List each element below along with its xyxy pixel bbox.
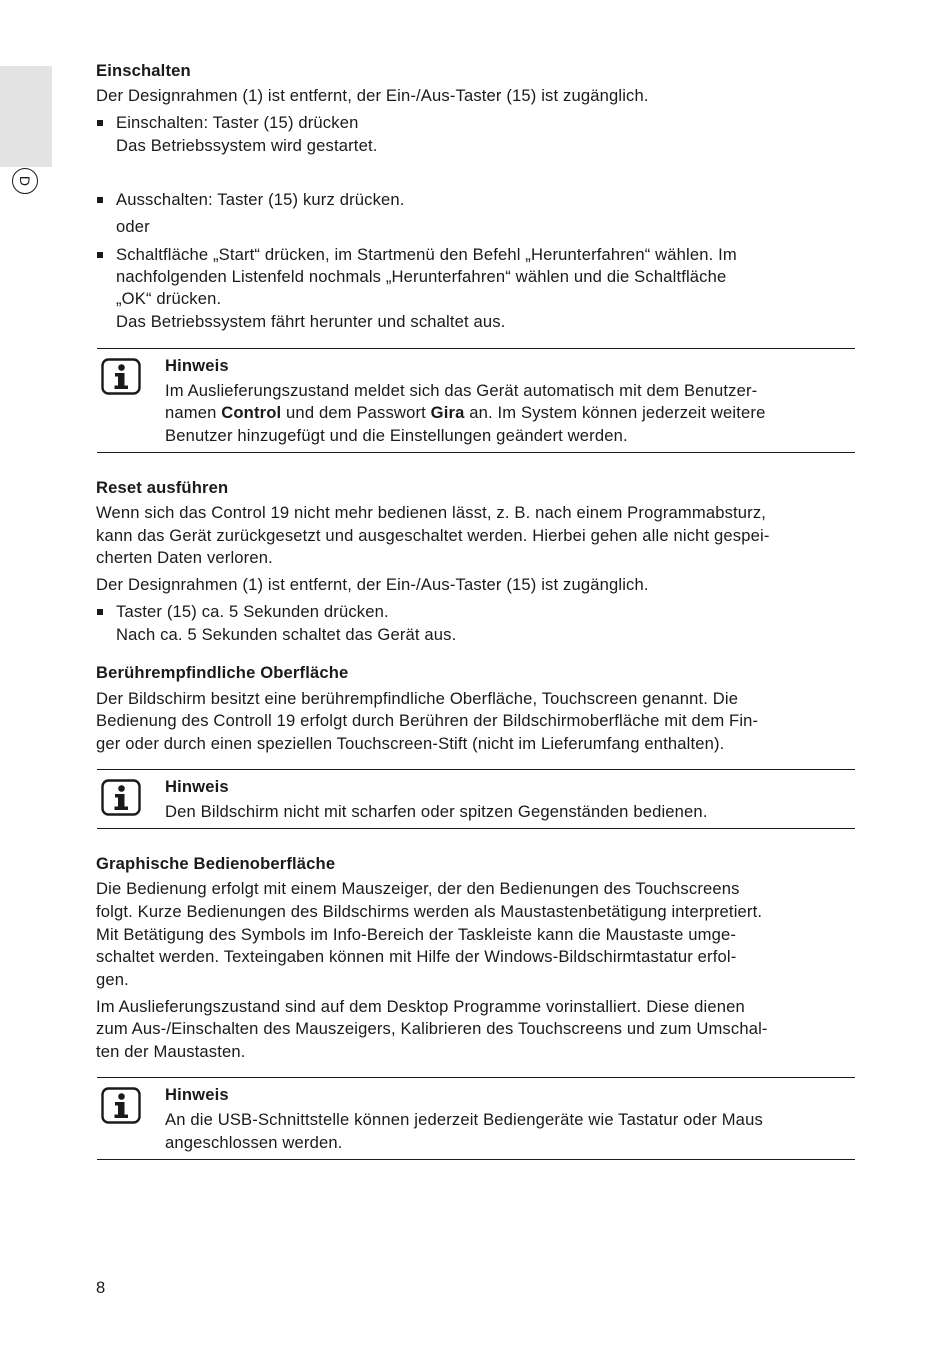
text-oder: oder bbox=[116, 217, 150, 236]
paragraph-einschalten-intro: Der Designrahmen (1) ist entfernt, der Ein-/Aus-Taster (15) ist zugänglich. bbox=[96, 86, 649, 105]
note2-title: Hinweis bbox=[165, 777, 229, 796]
username-control: Control bbox=[221, 403, 282, 422]
paragraph-gui2-line1: Im Auslieferungszustand sind auf dem Desktop Programme vorinstalliert. Diese dienen bbox=[96, 997, 745, 1016]
note3-line1: An die USB-Schnittstelle können jederzeit Bediengeräte wie Tastatur oder Maus bbox=[165, 1110, 763, 1129]
info-icon bbox=[101, 358, 141, 395]
note-rule-bottom bbox=[97, 1159, 855, 1160]
note1-line1: Im Auslieferungszustand meldet sich das Gerät automatisch mit dem Benutzer- bbox=[165, 381, 758, 400]
note-rule-bottom bbox=[97, 452, 855, 453]
paragraph-touch-line2: Bedienung des Controll 19 erfolgt durch Berühren der Bildschirmoberfläche mit dem Fin- bbox=[96, 711, 759, 730]
note1-title: Hinweis bbox=[165, 356, 229, 375]
bullet-marker bbox=[97, 252, 103, 258]
password-gira: Gira bbox=[430, 403, 465, 422]
list-item-ausschalten: Ausschalten: Taster (15) kurz drücken. bbox=[116, 190, 405, 209]
paragraph-reset-line2: kann das Gerät zurückgesetzt und ausgeschaltet werden. Hierbei gehen alle nicht gespei- bbox=[96, 526, 770, 545]
note-rule-top bbox=[97, 769, 855, 770]
heading-gui: Graphische Bedienoberfläche bbox=[96, 854, 336, 873]
paragraph-gui2-line3: ten der Maustasten. bbox=[96, 1042, 246, 1061]
list-item-start-line1: Schaltfläche „Start“ drücken, im Startmenü den Befehl „Herunterfahren“ wählen. Im bbox=[116, 245, 737, 264]
paragraph-gui-line2: folgt. Kurze Bedienungen des Bildschirms werden als Maustastenbetätigung interpretiert. bbox=[96, 902, 763, 921]
paragraph-touch-line1: Der Bildschirm besitzt eine berührempfindliche Oberfläche, Touchscreen genannt. Die bbox=[96, 689, 739, 708]
note3-line2: angeschlossen werden. bbox=[165, 1133, 343, 1152]
heading-reset: Reset ausführen bbox=[96, 478, 229, 497]
note-rule-top bbox=[97, 1077, 855, 1078]
info-icon bbox=[101, 1087, 141, 1124]
paragraph-gui2-line2: zum Aus-/Einschalten des Mauszeigers, Kalibrieren des Touchscreens und zum Umschal- bbox=[96, 1019, 768, 1038]
paragraph-reset-line3: cherten Daten verloren. bbox=[96, 548, 273, 567]
note1-line2 bbox=[165, 402, 765, 425]
list-item-reset-line2: Nach ca. 5 Sekunden schaltet das Gerät aus. bbox=[116, 625, 457, 644]
bullet-marker bbox=[97, 197, 103, 203]
note2-line1: Den Bildschirm nicht mit scharfen oder spitzen Gegenständen bedienen. bbox=[165, 802, 708, 821]
paragraph-reset-line1: Wenn sich das Control 19 nicht mehr bedienen lässt, z. B. nach einem Programmabsturz, bbox=[96, 503, 767, 522]
info-icon bbox=[101, 779, 141, 816]
language-tab bbox=[0, 66, 52, 187]
note1-line2-part: und dem Passwort bbox=[281, 403, 431, 422]
paragraph-gui-line3: Mit Betätigung des Symbols im Info-Bereich der Taskleiste kann die Maustaste umge- bbox=[96, 925, 737, 944]
note1-line2-part: namen bbox=[165, 403, 222, 422]
paragraph-touch-line3: ger oder durch einen speziellen Touchscreen-Stift (nicht im Lieferumfang enthalten). bbox=[96, 734, 725, 753]
list-item-start-line4: Das Betriebssystem fährt herunter und schaltet aus. bbox=[116, 312, 506, 331]
list-item-einschalten-line1: Einschalten: Taster (15) drücken bbox=[116, 113, 359, 132]
paragraph-gui-line1: Die Bedienung erfolgt mit einem Mauszeiger, der den Bedienungen des Touchscreens bbox=[96, 879, 740, 898]
note-rule-top bbox=[97, 348, 855, 349]
list-item-start-line3: „OK“ drücken. bbox=[116, 289, 222, 308]
paragraph-gui-line5: gen. bbox=[96, 970, 129, 989]
list-item-start-line2: nachfolgenden Listenfeld nochmals „Herunterfahren“ wählen und die Schaltfläche bbox=[116, 267, 727, 286]
paragraph-reset-2: Der Designrahmen (1) ist entfernt, der Ein-/Aus-Taster (15) ist zugänglich. bbox=[96, 575, 649, 594]
note3-title: Hinweis bbox=[165, 1085, 229, 1104]
language-badge: D bbox=[12, 168, 38, 194]
bullet-marker bbox=[97, 120, 103, 126]
page-number: 8 bbox=[96, 1278, 106, 1297]
list-item-reset-line1: Taster (15) ca. 5 Sekunden drücken. bbox=[116, 602, 389, 621]
heading-touch: Berührempfindliche Oberfläche bbox=[96, 663, 349, 682]
list-item-einschalten-line2: Das Betriebssystem wird gestartet. bbox=[116, 136, 378, 155]
bullet-marker bbox=[97, 609, 103, 615]
note1-line2-part: an. Im System können jederzeit weitere bbox=[464, 403, 766, 422]
heading-einschalten: Einschalten bbox=[96, 61, 191, 80]
note-rule-bottom bbox=[97, 828, 855, 829]
paragraph-gui-line4: schaltet werden. Texteingaben können mit Hilfe der Windows-Bildschirmtastatur erfol- bbox=[96, 947, 737, 966]
note1-line3: Benutzer hinzugefügt und die Einstellungen geändert werden. bbox=[165, 426, 628, 445]
